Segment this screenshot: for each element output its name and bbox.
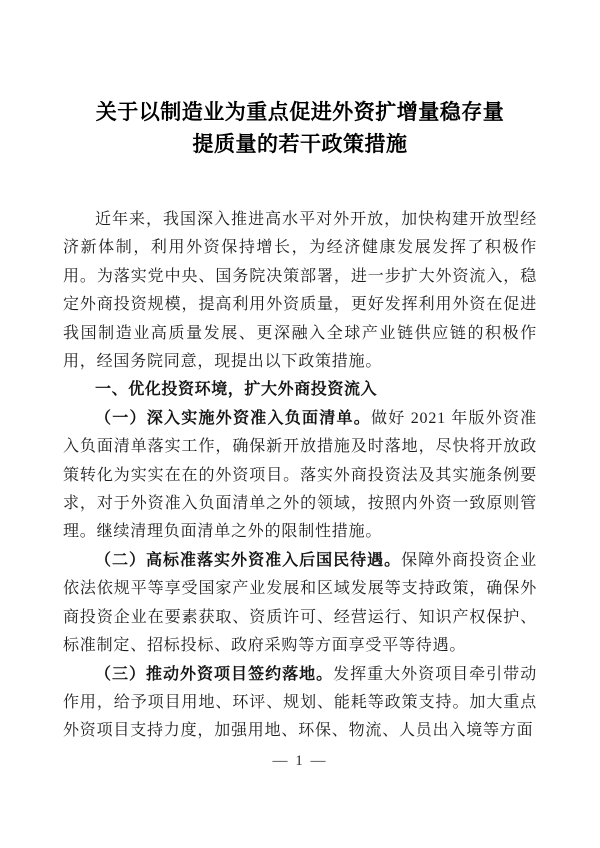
body-paragraph	[63, 547, 537, 661]
page-number-footer: — 1 —	[272, 753, 328, 769]
paragraph-text: 做好 2021 年版外资准入负面清单落实工作，确保新开放措施及时落地，尽快将开放政策转化为实实在在的外资项目。落实外商投资法及其实施条例要求，对于外资准入负面清单之外的领域，按照内外资一致原则管理。继续清理负面清单之外的限制性措施。	[63, 409, 537, 541]
paragraph-text: 近年来，我国深入推进高水平对外开放，加快构建开放型经济新体制，利用外资保持增长，为经济健康发展发挥了积极作用。为落实党中央、国务院决策部署，进一步扩大外资流入，稳定外商投资规模，提高利用外资质量，更好发挥利用外资在促进我国制造业高质量发展、更深融入全球产业链供应链的积极作用，经国务院同意，现提出以下政策措施。	[63, 211, 537, 371]
paragraph-lead: （二）高标准落实外资准入后国民待遇。	[95, 551, 402, 569]
body-paragraph	[63, 206, 537, 376]
body-paragraph	[63, 405, 537, 547]
paragraph-lead: （一）深入实施外资准入负面清单。	[95, 409, 371, 427]
paragraph-text: 发挥重大外资项目牵引带动作用，给予项目用地、环评、规划、能耗等政策支持。加大重点外资项目支持力度，加强用地、环保、物流、人员出入境等方面	[63, 665, 537, 740]
section-heading	[63, 376, 537, 404]
paragraph-lead: 一、优化投资环境，扩大外商投资流入	[95, 381, 378, 399]
paragraph-lead: （三）推动外资项目签约落地。	[95, 665, 334, 683]
body-paragraph	[63, 661, 537, 746]
paragraph-text: 保障外商投资企业依法依规平等享受国家产业发展和区域发展等支持政策，确保外商投资企业在要素获取、资质许可、经营运行、知识产权保护、标准制定、招标投标、政府采购等方面享受平等待遇。	[63, 551, 537, 655]
document-title: 关于以制造业为重点促进外资扩增量稳存量提质量的若干政策措施	[95, 101, 505, 156]
document-body	[63, 206, 537, 746]
